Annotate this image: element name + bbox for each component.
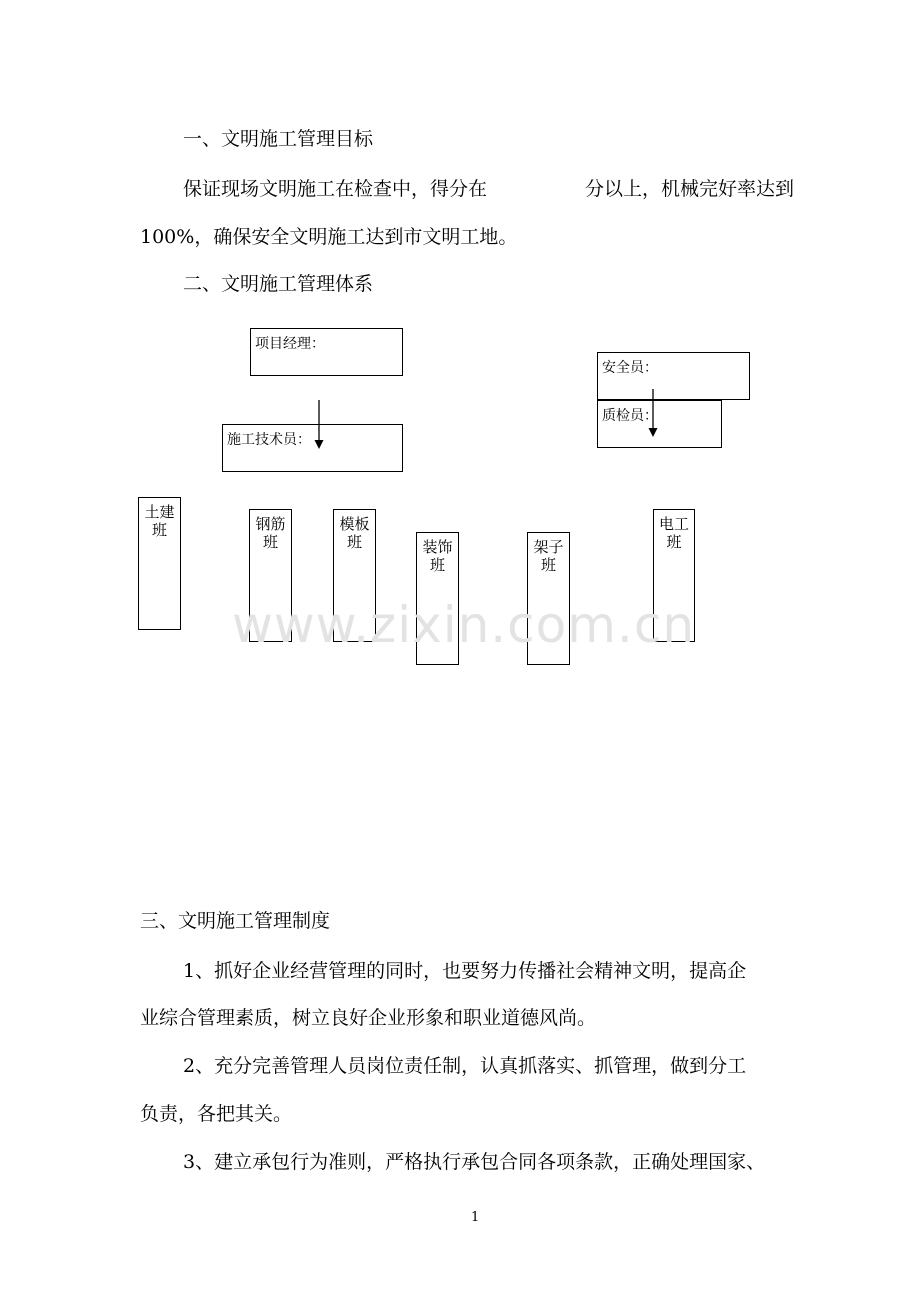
- watermark: www.zixin.com.cn: [232, 596, 696, 654]
- team-label-scaffold: 架子班: [533, 538, 564, 574]
- page-number: 1: [471, 1210, 480, 1225]
- org-label-construction-tech: 施工技术员：: [227, 432, 311, 448]
- team-label-decoration: 装饰班: [422, 538, 453, 574]
- org-label-safety-officer: 安全员：: [602, 360, 658, 376]
- team-box-civil: [138, 497, 181, 630]
- team-label-electrician: 电工班: [658, 515, 689, 551]
- section3-item1-line2: 业综合管理素质，树立良好企业形象和职业道德风尚。: [140, 1007, 597, 1029]
- org-label-project-manager: 项目经理：: [255, 336, 325, 352]
- arrow-down-icon: [649, 389, 658, 437]
- section3-item3-line1: 3、建立承包行为准则，严格执行承包合同各项条款，正确处理国家、: [183, 1151, 766, 1173]
- arrow-down-icon: [315, 400, 324, 449]
- section3-item2-line2: 负责，各把其关。: [140, 1103, 293, 1125]
- section1-text-line2: 100%，确保安全文明施工达到市文明工地。: [140, 226, 518, 248]
- section3-item1-line1: 1、抓好企业经营管理的同时，也要努力传播社会精神文明，提高企: [183, 960, 747, 982]
- section1-heading: 一、文明施工管理目标: [183, 128, 374, 150]
- section2-heading: 二、文明施工管理体系: [183, 273, 374, 295]
- section1-text-part1: 保证现场文明施工在检查中，得分在: [183, 178, 488, 200]
- org-label-quality-inspector: 质检员：: [602, 408, 658, 424]
- team-label-rebar: 钢筋班: [255, 515, 286, 551]
- section1-text-part2: 分以上，机械完好率达到: [585, 178, 795, 200]
- section3-heading: 三、文明施工管理制度: [140, 910, 331, 932]
- team-label-civil: 土建班: [144, 503, 175, 539]
- team-label-formwork: 模板班: [339, 515, 370, 551]
- section3-item2-line1: 2、充分完善管理人员岗位责任制，认真抓落实、抓管理，做到分工: [183, 1055, 747, 1077]
